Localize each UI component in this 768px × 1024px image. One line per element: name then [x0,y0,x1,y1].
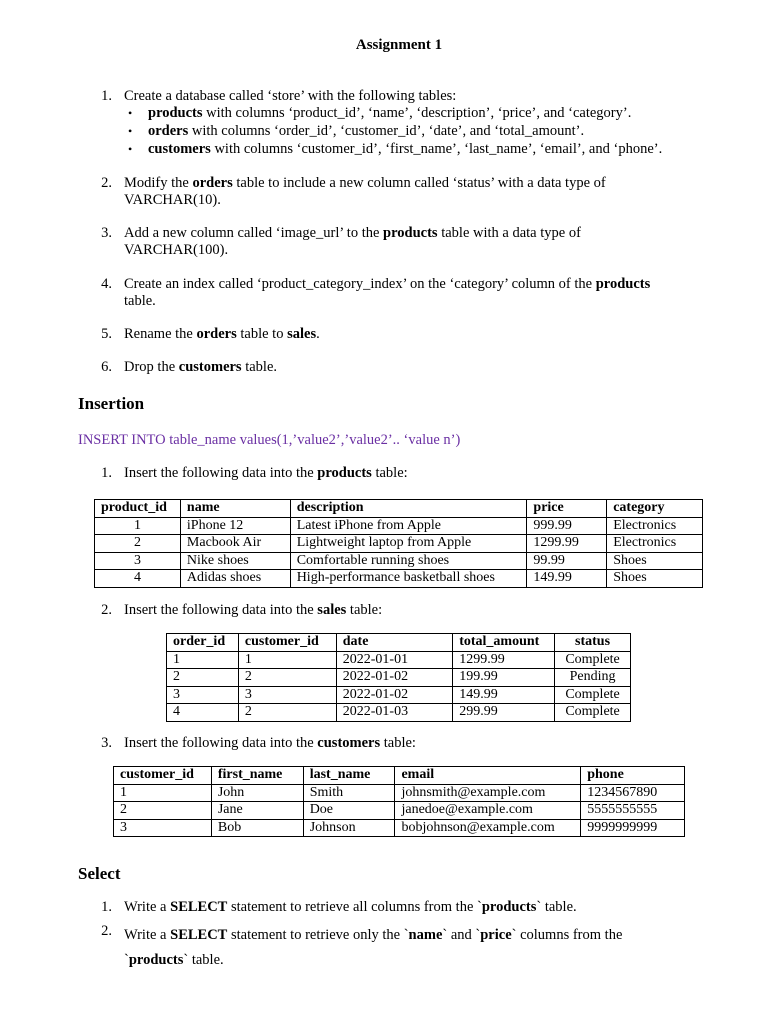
table-cell: Electronics [607,517,703,535]
text-run: Add a new column called ‘image_url’ to the [124,225,384,241]
table-cell: 99.99 [527,552,607,570]
column-header: phone [581,767,685,785]
table-cell: Jane [211,802,303,820]
bold-term: SELECT [170,899,228,915]
table-cell: 199.99 [453,669,555,687]
bold-term: products [128,952,184,968]
bullet-icon: • [128,142,133,156]
table-cell: Bob [211,819,303,837]
table-cell: Complete [555,686,631,704]
table-cell: Comfortable running shoes [290,552,527,570]
bullet-text: with columns ‘customer_id’, ‘first_name’, ‘last_name’, ‘email’, and ‘phone’. [210,141,663,157]
table-cell: 2 [238,669,336,687]
table-cell: Doe [303,802,395,820]
text-run: ` [124,952,129,968]
table-cell: 1 [238,651,336,669]
table-cell: 3 [167,686,239,704]
table-header-row [95,500,703,518]
text-run: table: [380,735,416,751]
bullet-text: with columns ‘order_id’, ‘customer_id’, ‘date’, and ‘total_amount’. [188,123,585,139]
list-number: 6. [101,359,112,375]
text-run: statement to retrieve all columns from the ` [227,899,482,915]
list-item-text [124,276,714,310]
text-run: Insert the following data into the [124,465,318,481]
list-item-text: Create a database called ‘store’ with the following tables: [124,88,457,104]
section-heading-insertion: Insertion [78,394,145,413]
list-number: 4. [101,276,112,292]
list-item-text [124,899,714,916]
table-cell: bobjohnson@example.com [395,819,581,837]
table-cell: 2022-01-03 [336,704,452,722]
list-item-text [124,602,714,619]
table-cell: 1 [95,517,181,535]
text-run: table with a data type of [437,225,581,241]
bold-term: sales [317,602,347,618]
list-number: 1. [101,899,112,915]
text-run: VARCHAR(100). [124,242,229,258]
bold-term: orders [148,123,189,139]
sales-table [166,633,631,722]
list-number: 2. [101,175,112,191]
table-cell: 1 [167,651,239,669]
text-run: Modify the [124,175,193,191]
table-cell: 2 [167,669,239,687]
text-run: Rename the [124,326,197,342]
table-cell: John [211,784,303,802]
table-row [167,669,631,687]
table-row [95,517,703,535]
list-number: 3. [101,225,112,241]
bold-term: products [317,465,372,481]
products-table [94,499,703,588]
text-run: VARCHAR(10). [124,192,221,208]
list-number: 5. [101,326,112,342]
bold-term: products [595,276,651,292]
table-cell: Nike shoes [180,552,290,570]
table-cell: 3 [114,819,212,837]
text-run: statement to retrieve only the ` [227,927,409,943]
table-cell: 149.99 [527,570,607,588]
bold-term: SELECT [170,927,228,943]
text-run: . [316,326,320,342]
bold-term: products [148,105,203,121]
table-header-row [114,767,685,785]
table-row [95,552,703,570]
bold-term: sales [287,326,317,342]
text-run: Write a [124,899,171,915]
column-header: date [336,634,452,652]
table-cell: 1 [114,784,212,802]
table-cell: Macbook Air [180,535,290,553]
text-run: table: [346,602,383,618]
column-header: customer_id [114,767,212,785]
list-item-text [124,175,714,209]
bold-term: products [481,899,537,915]
list-number: 1. [101,465,112,481]
table-cell: 999.99 [527,517,607,535]
text-run: ` and ` [442,927,481,943]
table-cell: 2 [114,802,212,820]
table-row [114,802,685,820]
text-run: Insert the following data into the [124,602,318,618]
text-run: Drop the [124,359,179,375]
bullet-item [148,123,584,140]
table-cell: 2022-01-02 [336,669,452,687]
bullet-icon: • [128,124,133,138]
table-cell: 2022-01-02 [336,686,452,704]
bullet-item [148,105,631,122]
table-cell: High-performance basketball shoes [290,570,527,588]
table-cell: 1299.99 [527,535,607,553]
table-row [167,651,631,669]
table-cell: Electronics [607,535,703,553]
customers-table [113,766,685,837]
table-cell: 5555555555 [581,802,685,820]
column-header: email [395,767,581,785]
table-cell: 2022-01-01 [336,651,452,669]
text-run: table to [236,326,288,342]
table-cell: 4 [95,570,181,588]
list-item-text [124,225,714,259]
text-run: table. [124,293,156,309]
table-cell: Johnson [303,819,395,837]
list-number: 2. [101,923,112,939]
column-header: total_amount [453,634,555,652]
table-cell: 3 [95,552,181,570]
table-cell: 4 [167,704,239,722]
text-run: table to include a new column called ‘status’ with a data type of [232,175,606,191]
list-item-text [124,359,714,376]
text-run: Insert the following data into the [124,735,318,751]
column-header: name [180,500,290,518]
table-row [114,819,685,837]
table-cell: Lightweight laptop from Apple [290,535,527,553]
column-header: product_id [95,500,181,518]
bold-term: products [383,225,438,241]
list-number: 3. [101,735,112,751]
table-cell: Complete [555,704,631,722]
page-title: Assignment 1 [355,37,443,53]
table-cell: 1299.99 [453,651,555,669]
table-cell: johnsmith@example.com [395,784,581,802]
table-row [167,704,631,722]
text-run: table. [241,359,278,375]
bold-term: customers [178,359,242,375]
bullet-icon: • [128,106,133,120]
list-item-text [124,735,714,752]
table-cell: 2 [95,535,181,553]
table-cell: janedoe@example.com [395,802,581,820]
column-header: last_name [303,767,395,785]
table-cell: Smith [303,784,395,802]
column-header: status [555,634,631,652]
text-run: table: [371,465,408,481]
table-cell: 149.99 [453,686,555,704]
table-cell: 9999999999 [581,819,685,837]
bullet-text: with columns ‘product_id’, ‘name’, ‘description’, ‘price’, and ‘category’. [202,105,632,121]
bold-term: orders [196,326,237,342]
table-row [95,570,703,588]
column-header: description [290,500,527,518]
table-cell: Shoes [607,570,703,588]
text-run: ` table. [183,952,224,968]
list-item-text [124,465,714,482]
bold-term: price [480,927,512,943]
bold-term: orders [192,175,233,191]
table-row [114,784,685,802]
table-cell: iPhone 12 [180,517,290,535]
column-header: customer_id [238,634,336,652]
column-header: first_name [211,767,303,785]
table-cell: Shoes [607,552,703,570]
bold-term: name [408,927,443,943]
text-run: Create an index called ‘product_category_index’ on the ‘category’ column of the [124,276,596,292]
table-row [95,535,703,553]
table-cell: Pending [555,669,631,687]
text-run: ` table. [536,899,577,915]
table-row [167,686,631,704]
list-number: 2. [101,602,112,618]
column-header: category [607,500,703,518]
table-cell: 2 [238,704,336,722]
text-run: ` columns from the [511,927,623,943]
list-item-text [124,923,714,973]
table-header-row [167,634,631,652]
bullet-item [148,141,662,158]
section-heading-select: Select [78,864,121,883]
table-cell: Latest iPhone from Apple [290,517,527,535]
list-number: 1. [101,88,112,104]
table-cell: Complete [555,651,631,669]
table-cell: 299.99 [453,704,555,722]
column-header: price [527,500,607,518]
table-cell: 3 [238,686,336,704]
bold-term: customers [148,141,211,157]
list-item-text [124,326,714,343]
column-header: order_id [167,634,239,652]
bold-term: customers [317,735,381,751]
table-cell: 1234567890 [581,784,685,802]
text-run: Write a [124,927,171,943]
table-cell: Adidas shoes [180,570,290,588]
code-snippet: INSERT INTO table_name values(1,’value2’,’value2’.. ‘value n’) [78,432,461,448]
